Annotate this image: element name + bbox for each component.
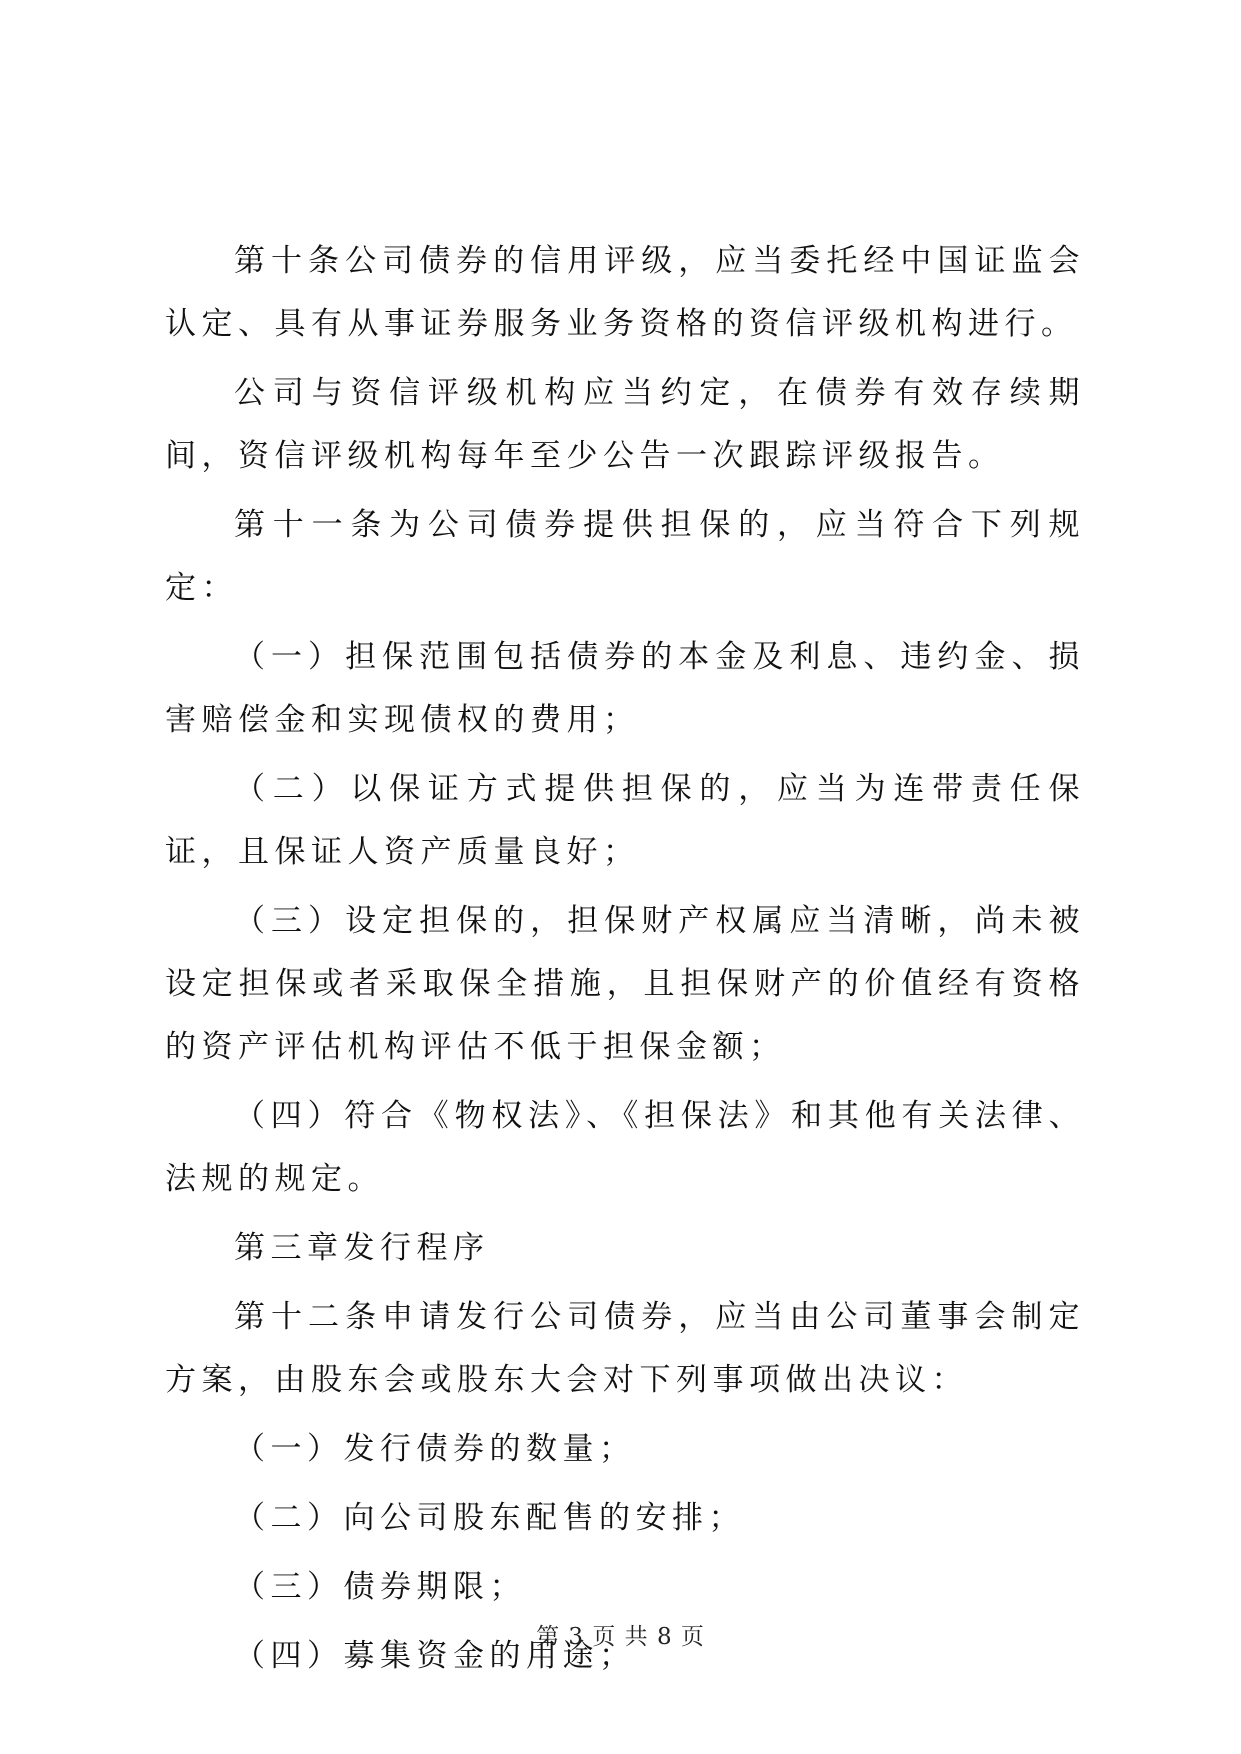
chapter-heading: 第三章发行程序 xyxy=(234,1230,490,1266)
paragraph: 第十一条为公司债券提供担保的，应当符合下列规定： xyxy=(165,507,1085,606)
paragraph: （一）担保范围包括债券的本金及利息、违约金、损害赔偿金和实现债权的费用； xyxy=(165,639,1085,738)
paragraph: 公司与资信评级机构应当约定，在债券有效存续期间，资信评级机构每年至少公告一次跟踪评级报告。 xyxy=(165,375,1085,474)
page-number-footer: 第 3 页 共 8 页 xyxy=(536,1624,705,1650)
document-body xyxy=(165,230,1085,1694)
paragraph: （四）符合《物权法》、《担保法》和其他有关法律、法规的规定。 xyxy=(165,1098,1085,1197)
paragraph: （三）债券期限； xyxy=(234,1569,526,1605)
paragraph: （二）向公司股东配售的安排； xyxy=(234,1500,745,1536)
paragraph: （二）以保证方式提供担保的，应当为连带责任保证，且保证人资产质量良好； xyxy=(165,771,1085,870)
paragraph: （四）募集资金的用途； xyxy=(234,1638,636,1674)
paragraph: 第十二条申请发行公司债券，应当由公司董事会制定方案，由股东会或股东大会对下列事项做出决议： xyxy=(165,1299,1085,1398)
paragraph: （三）设定担保的，担保财产权属应当清晰，尚未被设定担保或者采取保全措施，且担保财产的价值经有资格的资产评估机构评估不低于担保金额； xyxy=(165,903,1085,1065)
paragraph: 第十条公司债券的信用评级，应当委托经中国证监会认定、具有从事证券服务业务资格的资信评级机构进行。 xyxy=(165,243,1085,342)
paragraph: （一）发行债券的数量； xyxy=(234,1431,636,1467)
